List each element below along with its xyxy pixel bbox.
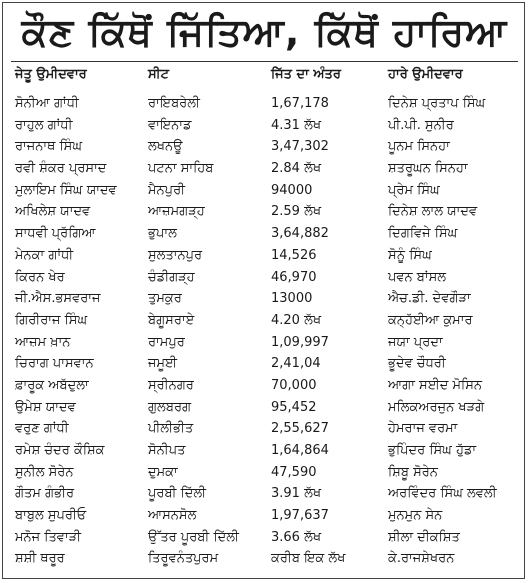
loser-cell: ਸ਼ਤਰੂਘਨ ਸਿਨਹਾ	[388, 161, 468, 177]
seat-cell: ਤੁਮਕੁਰ	[148, 291, 182, 307]
margin-cell: 3.91 ਲੱਖ	[271, 486, 322, 502]
table-row	[3, 332, 526, 354]
table-row	[3, 527, 526, 549]
table-row	[3, 136, 526, 158]
margin-cell: 1,67,178	[271, 96, 329, 111]
table-row	[3, 158, 526, 180]
seat-cell: ਦੁਮਕਾ	[148, 464, 178, 480]
table-row	[3, 418, 526, 440]
table-row	[3, 115, 526, 137]
loser-cell: ਦਿਨੇਸ਼ ਲਾਲ ਯਾਦਵ	[388, 204, 478, 220]
winner-cell: ਰਮੇਸ਼ ਚੰਦਰ ਕੌਸ਼ਿਕ	[15, 443, 105, 458]
seat-cell: ਤਿਰੂਵਨੰਤਪੁਰਮ	[148, 551, 219, 567]
loser-cell: ਪੀ.ਪੀ. ਸੁਨੀਰ	[388, 117, 454, 133]
table-header	[3, 67, 526, 87]
margin-cell: 3,47,302	[271, 139, 329, 155]
winner-cell: ਉਮੇਸ਼ ਯਾਦਵ	[15, 399, 76, 415]
loser-cell: ਪ੍ਰੇਮ ਸਿੰਘ	[388, 182, 440, 198]
table-row	[3, 310, 526, 332]
winner-cell: ਸ਼ਸ਼ੀ ਥਰੂਰ	[15, 551, 65, 567]
winner-cell: ਆਜ਼ਮ ਖ਼ਾਨ	[15, 334, 71, 350]
table-row	[3, 505, 526, 527]
title-divider	[11, 61, 518, 62]
margin-cell: 94000	[271, 182, 313, 198]
seat-cell: ਲਖਨਊ	[148, 139, 183, 155]
seat-cell: ਸੁਲਤਾਨਪੁਰ	[148, 247, 203, 263]
table-row	[3, 440, 526, 462]
seat-cell: ਚੰਡੀਗੜ੍ਹ	[148, 269, 195, 285]
loser-cell: ਸੋਨੂੰ ਸਿੰਘ	[388, 247, 432, 263]
margin-cell: 4.31 ਲੱਖ	[271, 117, 322, 133]
loser-cell: ਕੇ.ਰਾਜਸ਼ੇਖਰਨ	[388, 551, 455, 567]
results-table	[3, 93, 526, 570]
loser-cell: ਆਗਾ ਸਈਦ ਮੋਸਿਨ	[388, 377, 483, 393]
winner-cell: ਮੁਲਾਇਮ ਸਿੰਘ ਯਾਦਵ	[15, 182, 117, 198]
margin-cell: 46,970	[271, 269, 317, 285]
margin-cell: 1,97,637	[271, 508, 329, 524]
seat-cell: ਬੇਗੂਸਰਾਏ	[148, 312, 195, 328]
winner-cell: ਮੇਨਕਾ ਗਾਂਧੀ	[15, 247, 74, 263]
loser-cell: ਭੁਪਿੰਦਰ ਸਿੰਘ ਹੁੱਡਾ	[388, 443, 477, 458]
loser-cell: ਸ਼ੀਲਾ ਦੀਕਸ਼ਿਤ	[388, 529, 460, 545]
margin-cell: 2.59 ਲੱਖ	[271, 204, 322, 220]
winner-cell: ਚਿਰਾਗ ਪਾਸਵਾਨ	[15, 356, 94, 372]
table-row	[3, 462, 526, 484]
margin-cell: 1,64,864	[271, 443, 329, 458]
table-row	[3, 180, 526, 202]
table-row	[3, 548, 526, 570]
loser-cell: ਦਿਗਵਿਜੇ ਸਿੰਘ	[388, 226, 458, 242]
loser-cell: ਪੂਨਮ ਸਿਨਹਾ	[388, 139, 450, 155]
margin-cell: 3,64,882	[271, 226, 329, 242]
header-seat: ਸੀਟ	[148, 67, 169, 82]
loser-cell: ਕਨ੍ਹੱਈਆ ਕੁਮਾਰ	[388, 312, 473, 328]
seat-cell: ਆਸਨਸੋਲ	[148, 508, 197, 524]
table-row	[3, 483, 526, 505]
margin-cell: 3.66 ਲੱਖ	[271, 529, 322, 545]
winner-cell: ਫ਼ਾਰੂਕ ਅਬੱਦੁਲਾ	[15, 377, 89, 393]
winner-cell: ਰਵੀ ਸ਼ੰਕਰ ਪ੍ਰਸਾਦ	[15, 161, 107, 177]
page-title: ਕੌਣ ਕਿੱਥੋਂ ਜਿੱਤਿਆ, ਕਿੱਥੋਂ ਹਾਰਿਆ	[21, 10, 508, 54]
winner-cell: ਸੋਨੀਆ ਗਾਂਧੀ	[15, 96, 79, 111]
winner-cell: ਵਰੁਣ ਗਾਂਧੀ	[15, 421, 69, 437]
seat-cell: ਸ੍ਰੀਨਗਰ	[148, 377, 194, 393]
table-row	[3, 93, 526, 115]
header-winner: ਜੇਤੂ ਉਮੀਦਵਾਰ	[15, 67, 87, 82]
loser-cell: ਦਿਨੇਸ਼ ਪ੍ਰਤਾਪ ਸਿੰਘ	[388, 96, 486, 111]
loser-cell: ਪਵਨ ਬਾਂਸਲ	[388, 269, 447, 285]
table-row	[3, 223, 526, 245]
loser-cell: ਭੂਦੇਵ ਚੌਧਰੀ	[388, 356, 446, 372]
winner-cell: ਗੌਤਮ ਗੰਭੀਰ	[15, 486, 75, 502]
table-row	[3, 201, 526, 223]
margin-cell: 13000	[271, 291, 313, 307]
seat-cell: ਉੱਤਰ ਪੂਰਬੀ ਦਿੱਲੀ	[148, 529, 239, 545]
winner-cell: ਅਖਿਲੇਸ਼ ਯਾਦਵ	[15, 204, 91, 220]
margin-cell: 2.84 ਲੱਖ	[271, 161, 322, 177]
table-row	[3, 245, 526, 267]
margin-cell: 14,526	[271, 247, 317, 263]
header-loser: ਹਾਰੇ ਉਮੀਦਵਾਰ	[388, 67, 463, 82]
seat-cell: ਗੁਲਬਰਗ	[148, 399, 192, 415]
winner-cell: ਸਾਧਵੀ ਪ੍ਰੱਗਿਆ	[15, 226, 96, 242]
loser-cell: ਅਰਵਿੰਦਰ ਸਿੰਘ ਲਵਲੀ	[388, 486, 497, 502]
winner-cell: ਜੀ.ਐਸ.ਭਸਵਰਾਜ	[15, 291, 101, 307]
winner-cell: ਮਨੋਜ ਤਿਵਾੜੀ	[15, 529, 82, 545]
table-row	[3, 375, 526, 397]
winner-cell: ਗਿਰੀਰਾਜ ਸਿੰਘ	[15, 312, 88, 328]
margin-cell: 4.20 ਲੱਖ	[271, 312, 322, 328]
seat-cell: ਪਟਨਾ ਸਾਹਿਬ	[148, 161, 214, 177]
header-margin: ਜਿੱਤ ਦਾ ਅੰਤਰ	[271, 67, 341, 82]
results-panel	[2, 2, 525, 579]
seat-cell: ਜਮੂਈ	[148, 356, 178, 372]
winner-cell: ਬਾਬੁਲ ਸੁਪਰੀਓ	[15, 508, 87, 524]
winner-cell: ਰਾਹੁਲ ਗਾਂਧੀ	[15, 117, 73, 133]
seat-cell: ਵਾਇਨਾਡ	[148, 117, 192, 133]
table-row	[3, 397, 526, 419]
seat-cell: ਰਾਇਬਰੇਲੀ	[148, 96, 200, 111]
loser-cell: ਸ਼ਿਬੂ ਸੋਰੇਨ	[388, 464, 438, 480]
table-row	[3, 353, 526, 375]
margin-cell: 2,55,627	[271, 421, 329, 437]
margin-cell: 2,41,04	[271, 356, 321, 372]
seat-cell: ਭੁਪਾਲ	[148, 226, 177, 242]
seat-cell: ਰਾਮਪੁਰ	[148, 334, 185, 350]
margin-cell: ਕਰੀਬ ਇਕ ਲੱਖ	[271, 551, 346, 567]
seat-cell: ਆਜ਼ਮਗੜ੍ਹ	[148, 204, 205, 220]
loser-cell: ਹੇਮਰਾਜ ਵਰਮਾ	[388, 421, 458, 437]
seat-cell: ਮੈਨਪੁਰੀ	[148, 182, 186, 198]
margin-cell: 95,452	[271, 399, 317, 415]
table-row	[3, 267, 526, 289]
loser-cell: ਐਚ.ਡੀ. ਦੇਵਗੌੜਾ	[388, 291, 471, 307]
winner-cell: ਰਾਜਨਾਥ ਸਿੰਘ	[15, 139, 83, 155]
seat-cell: ਸੋਨੀਪਤ	[148, 443, 186, 458]
winner-cell: ਕਿਰਨ ਖੇਰ	[15, 269, 65, 285]
loser-cell: ਮਲਿਕਅਰਜੁਨ ਖੜਗੇ	[388, 399, 485, 415]
margin-cell: 1,09,997	[271, 334, 329, 350]
winner-cell: ਸੁਨੀਲ ਸੋਰੇਨ	[15, 464, 74, 480]
table-row	[3, 288, 526, 310]
margin-cell: 70,000	[271, 377, 317, 393]
loser-cell: ਮੁਨਮੁਨ ਸੇਨ	[388, 508, 443, 524]
margin-cell: 47,590	[271, 464, 317, 480]
seat-cell: ਪੂਰਬੀ ਦਿੱਲੀ	[148, 486, 207, 502]
loser-cell: ਜਯਾ ਪ੍ਰਦਾ	[388, 334, 443, 350]
seat-cell: ਪੀਲੀਭੀਤ	[148, 421, 194, 437]
